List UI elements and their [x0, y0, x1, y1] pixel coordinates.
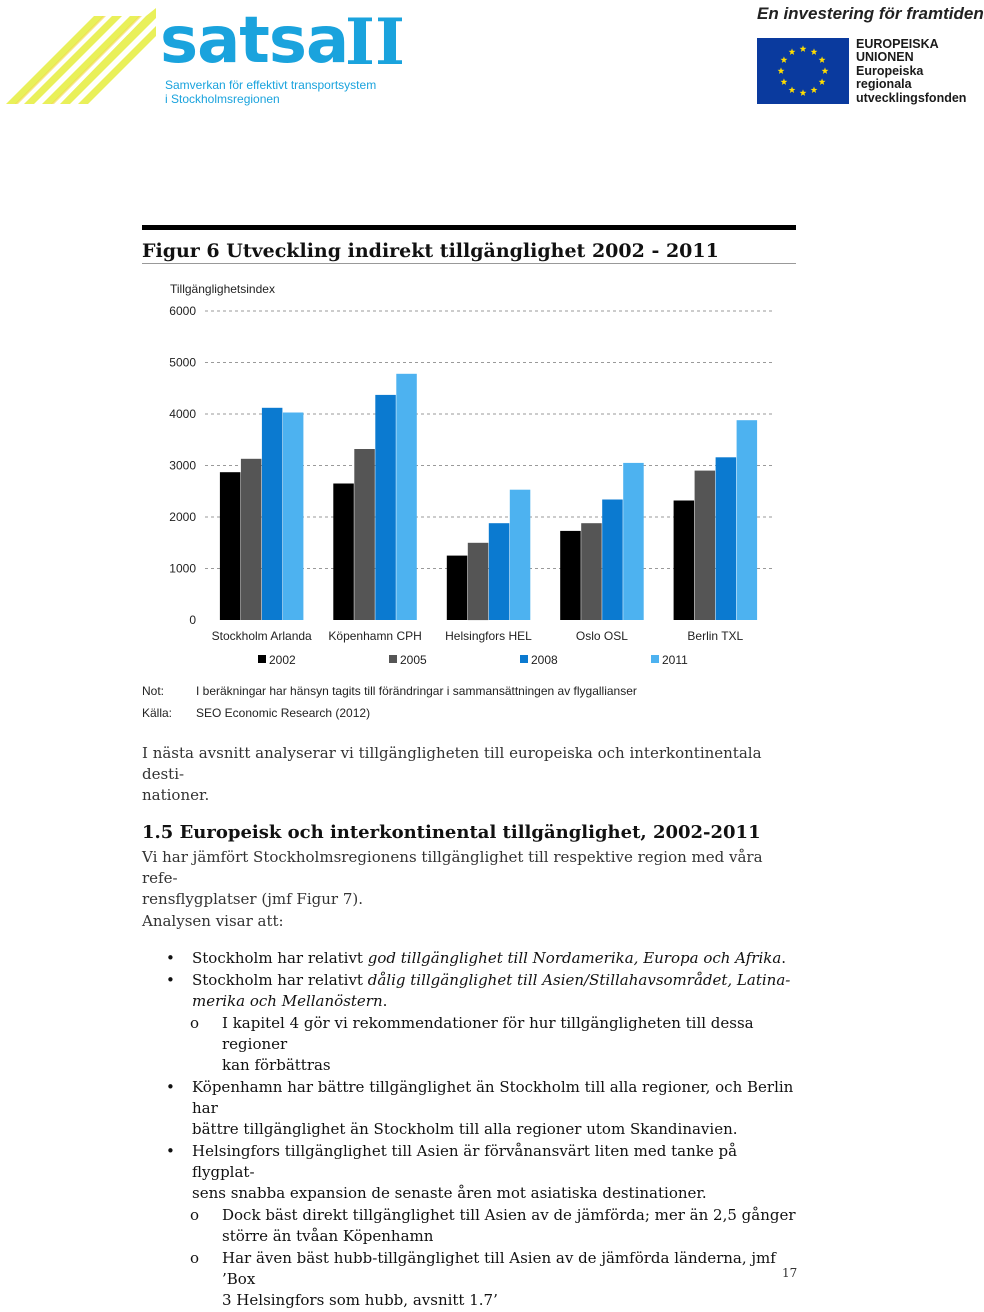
eu-text-line: utvecklingsfonden: [856, 90, 967, 105]
findings-list: [142, 948, 802, 1312]
bar: [489, 523, 510, 620]
legend-swatch: [651, 655, 659, 663]
bullet-text: Har även bäst hubb-tillgänglighet till Asien av de jämförda länderna, jmf ’Box 3 Helsingfors som hubb, avsnitt 1.7’: [222, 1249, 776, 1309]
analysis-intro: Analysen visar att:: [142, 912, 284, 930]
chart-y-axis-title: Tillgänglighetsindex: [170, 282, 275, 296]
circle-bullet-icon: o: [190, 1206, 200, 1224]
circle-bullet-icon: o: [190, 1014, 200, 1032]
eu-text-line: Europeiska: [856, 63, 924, 78]
bullet-text: Köpenhamn har bättre tillgänglighet än Stockholm till alla regioner, och Berlin har bättre tillgänglighet än Stockholm till alla regioner utom Skandinavien.: [192, 1078, 794, 1138]
figure-title: Figur 6 Utveckling indirekt tillgänglighet 2002 - 2011: [142, 240, 719, 262]
circle-bullet-icon: o: [190, 1249, 200, 1267]
eu-slogan: En investering för framtiden: [757, 4, 984, 23]
bullet-icon: •: [166, 971, 175, 989]
bar: [468, 543, 489, 620]
sub-bullet-item: [142, 1248, 802, 1311]
section-line: rensflygplatser (jmf Figur 7).: [142, 890, 363, 908]
x-category-label: Köpenhamn CPH: [328, 629, 422, 643]
bullet-item: [142, 1141, 802, 1204]
x-category-label: Berlin TXL: [687, 629, 744, 643]
eu-text-line: EUROPEISKA: [856, 37, 939, 51]
bar: [283, 413, 304, 621]
bar: [602, 500, 623, 621]
note-text: I beräkningar har hänsyn tagits till förändringar i sammansättningen av flygallianser: [196, 684, 637, 698]
bar: [674, 501, 695, 621]
bullet-text: Stockholm har relativt dålig tillgänglighet till Asien/Stillahavsområdet, Latina- merika och Mellanöstern.: [192, 971, 791, 1010]
chart-x-labels: [212, 629, 744, 643]
section-paragraph: [142, 847, 802, 910]
bullet-text: Dock bäst direkt tillgänglighet till Asien av de jämförda; mer än 2,5 gånger större än tvåan Köpenhamn: [222, 1206, 796, 1245]
source-row: [142, 706, 370, 720]
bar: [354, 449, 375, 620]
source-label: Källa:: [142, 706, 173, 720]
y-tick-label: 2000: [169, 510, 196, 524]
y-tick-label: 5000: [169, 355, 196, 370]
bar: [623, 463, 644, 620]
satsa-logo-word: satsa: [160, 4, 349, 78]
bullet-text: Stockholm har relativt god tillgänglighet till Nordamerika, Europa och Afrika.: [192, 949, 787, 967]
bar: [241, 459, 262, 620]
legend-label: 2011: [662, 653, 688, 667]
bullet-item: [142, 970, 802, 1012]
sub-bullet-item: [142, 1013, 802, 1076]
x-category-label: Helsingfors HEL: [445, 629, 532, 643]
x-category-label: Oslo OSL: [575, 629, 628, 643]
eu-text-line: regionala: [856, 77, 912, 92]
satsa-subtitle-line: Samverkan för effektivt transportsystem: [165, 78, 377, 92]
section-line: Vi har jämfört Stockholmsregionens tillgänglighet till respektive region med våra refe-: [142, 848, 763, 887]
bar: [581, 523, 602, 620]
intro-line: nationer.: [142, 786, 210, 804]
bullet-text: Helsingfors tillgänglighet till Asien är förvånansvärt liten med tanke på flygplat- sens snabba expansion de senaste åren mot asiatiska destinationer.: [192, 1142, 738, 1202]
legend-label: 2005: [400, 653, 427, 667]
section-heading: 1.5 Europeisk och interkontinental tillgänglighet, 2002-2011: [142, 822, 761, 843]
y-tick-label: 0: [189, 613, 196, 627]
legend-swatch: [389, 655, 397, 663]
chart-y-ticks: [169, 304, 196, 627]
bullet-item: [142, 1077, 802, 1140]
bullet-icon: •: [166, 1078, 175, 1096]
bullet-icon: •: [166, 949, 175, 967]
y-tick-label: 1000: [169, 561, 196, 576]
page-number: 17: [782, 1266, 798, 1280]
bar: [737, 420, 758, 620]
x-category-label: Stockholm Arlanda: [211, 629, 312, 643]
legend-swatch: [520, 655, 528, 663]
satsa-subtitle-line: i Stockholmsregionen: [165, 92, 280, 106]
chart-bars: [220, 374, 757, 620]
note-row: [142, 684, 637, 698]
bar: [510, 490, 531, 620]
legend-label: 2002: [269, 653, 296, 667]
bar: [375, 395, 396, 620]
legend-swatch: [258, 655, 266, 663]
bar: [695, 471, 716, 620]
intro-paragraph: [142, 743, 802, 806]
y-tick-label: 6000: [169, 304, 196, 318]
bar: [560, 531, 581, 620]
source-text: SEO Economic Research (2012): [196, 706, 371, 720]
legend-label: 2008: [531, 653, 558, 667]
bullet-icon: •: [166, 1142, 175, 1160]
sub-bullet-item: [142, 1205, 802, 1247]
eu-text-line: UNIONEN: [856, 50, 914, 65]
bullet-text: I kapitel 4 gör vi rekommendationer för hur tillgängligheten till dessa regioner kan förbättras: [222, 1014, 754, 1074]
chart-legend: [258, 653, 688, 667]
bullet-item: [142, 948, 802, 969]
y-tick-label: 4000: [169, 407, 196, 421]
bar: [220, 472, 241, 620]
bar: [262, 408, 283, 620]
satsa-logo-roman-numeral: II: [345, 5, 405, 80]
y-tick-label: 3000: [169, 458, 196, 473]
bar: [447, 556, 468, 620]
bar: [716, 457, 737, 620]
bar: [396, 374, 417, 620]
bar: [333, 484, 354, 621]
intro-line: I nästa avsnitt analyserar vi tillgängligheten till europeiska och interkontinentala desti-: [142, 744, 762, 783]
note-label: Not:: [142, 684, 165, 698]
